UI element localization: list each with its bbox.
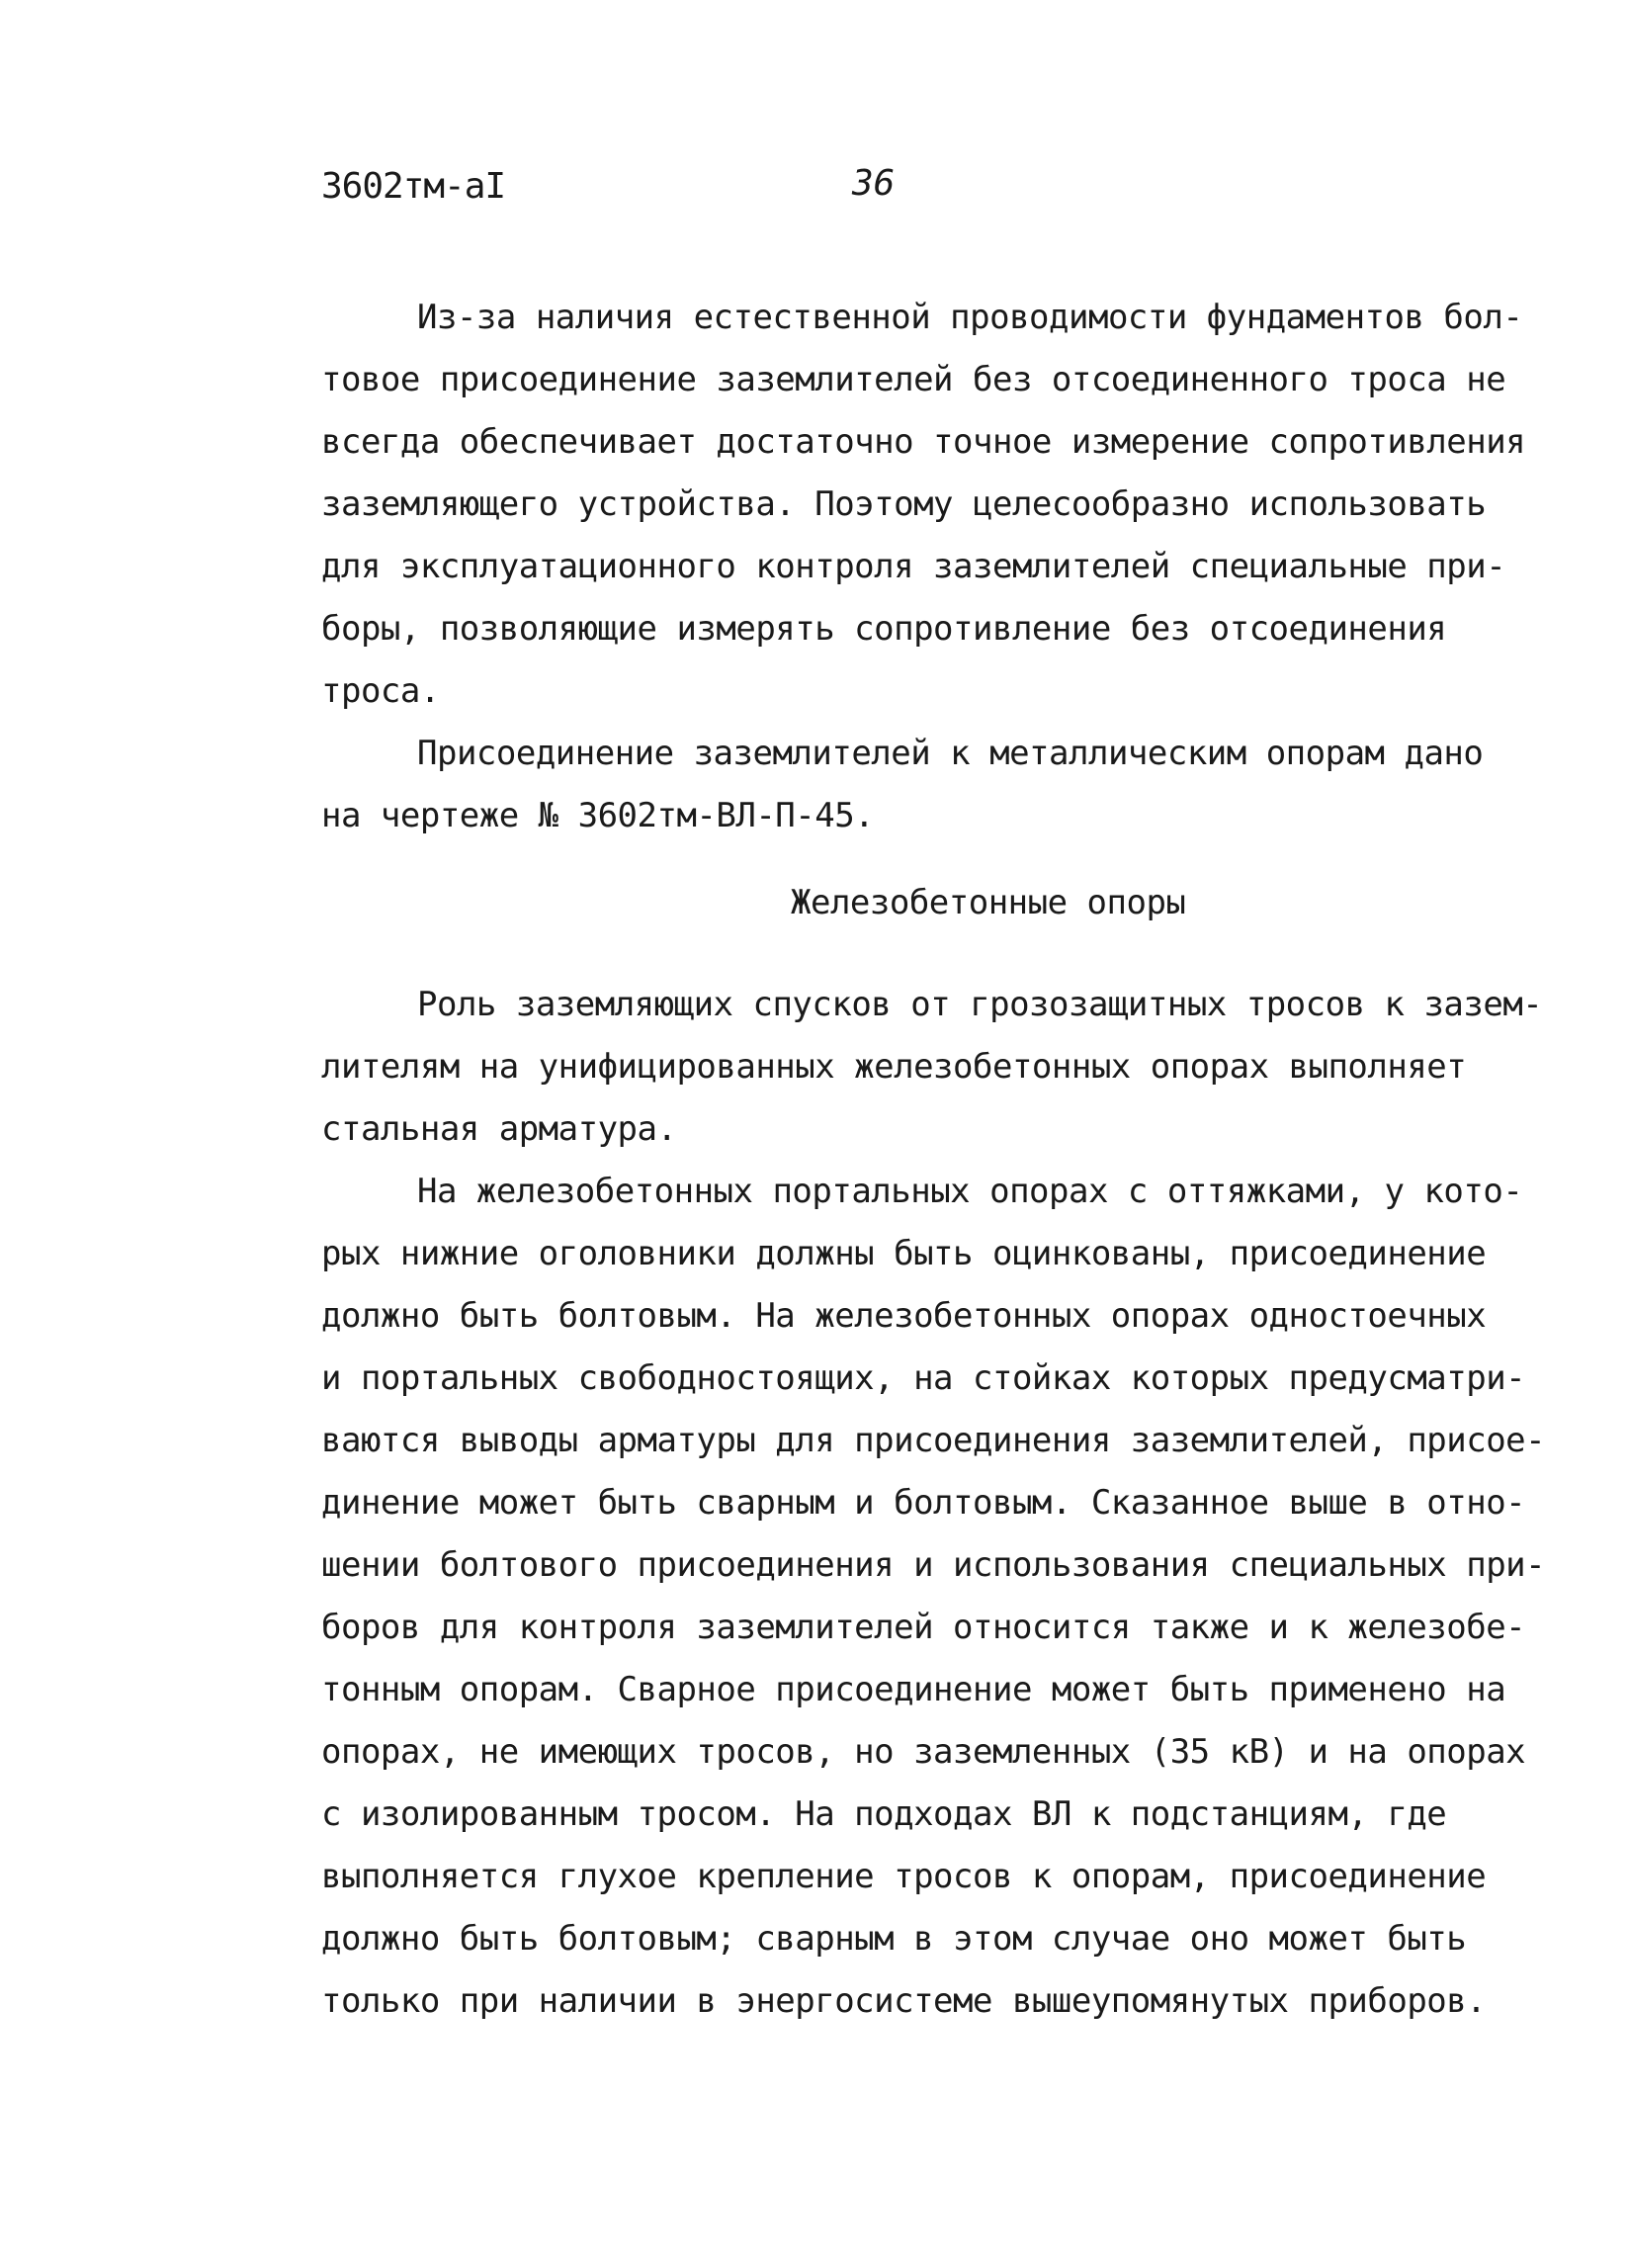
text-line: тонным опорам. Сварное присоединение может быть применено на [321,1670,1506,1709]
page-number: 36 [852,163,896,204]
text-line: троса. [321,671,440,711]
text-line: должно быть болтовым; сварным в этом случае оно может быть [321,1919,1467,1959]
text-line: Присоединение заземлителей к металлическим опорам дано [417,734,1484,773]
text-line: опорах, не имеющих тросов, но заземленных (35 кВ) и на опорах [321,1732,1526,1772]
text-line: стальная арматура. [321,1109,677,1149]
text-line: и портальных свободностоящих, на стойках которых предусматри- [321,1358,1526,1398]
text-line: На железобетонных портальных опорах с оттяжками, у кото- [417,1172,1523,1211]
text-line: боров для контроля заземлителей относится также и к железобе- [321,1608,1526,1647]
text-line: товое присоединение заземлителей без отсоединенного троса не [321,360,1506,399]
paragraph [321,723,1488,847]
text-line: только при наличии в энергосистеме вышеупомянутых приборов. [321,1981,1487,2021]
document-code: 3602тм-аI [321,166,506,207]
text-line: должно быть болтовым. На железобетонных опорах одностоечных [321,1296,1487,1336]
text-line: заземляющего устройства. Поэтому целесообразно использовать [321,484,1487,524]
paragraph [321,1161,1546,2033]
section-heading: Железобетонные опоры [791,883,1186,922]
paragraph [321,974,1543,1161]
text-line: боры, позволяющие измерять сопротивление без отсоединения [321,609,1447,649]
document-body [321,287,1546,2033]
text-line: динение может быть сварным и болтовым. Сказанное выше в отно- [321,1483,1526,1523]
text-line: ваются выводы арматуры для присоединения заземлителей, присое- [321,1421,1546,1460]
text-line: Из-за наличия естественной проводимости фундаментов бол- [417,298,1523,337]
text-line: лителям на унифицированных железобетонных опорах выполняет [321,1047,1467,1087]
text-line: шении болтового присоединения и использования специальных при- [321,1545,1546,1585]
text-line: рых нижние оголовники должны быть оцинкованы, присоединение [321,1234,1487,1273]
text-line: всегда обеспечивает достаточно точное измерение сопротивления [321,422,1526,462]
text-line: с изолированным тросом. На подходах ВЛ к подстанциям, где [321,1794,1447,1834]
paragraph [321,287,1526,723]
text-line: Роль заземляющих спусков от грозозащитных тросов к зазем- [417,985,1543,1024]
text-line: на чертеже № 3602тм-ВЛ-П-45. [321,796,875,835]
text-line: выполняется глухое крепление тросов к опорам, присоединение [321,1857,1487,1896]
text-line: для эксплуатационного контроля заземлителей специальные при- [321,547,1506,586]
